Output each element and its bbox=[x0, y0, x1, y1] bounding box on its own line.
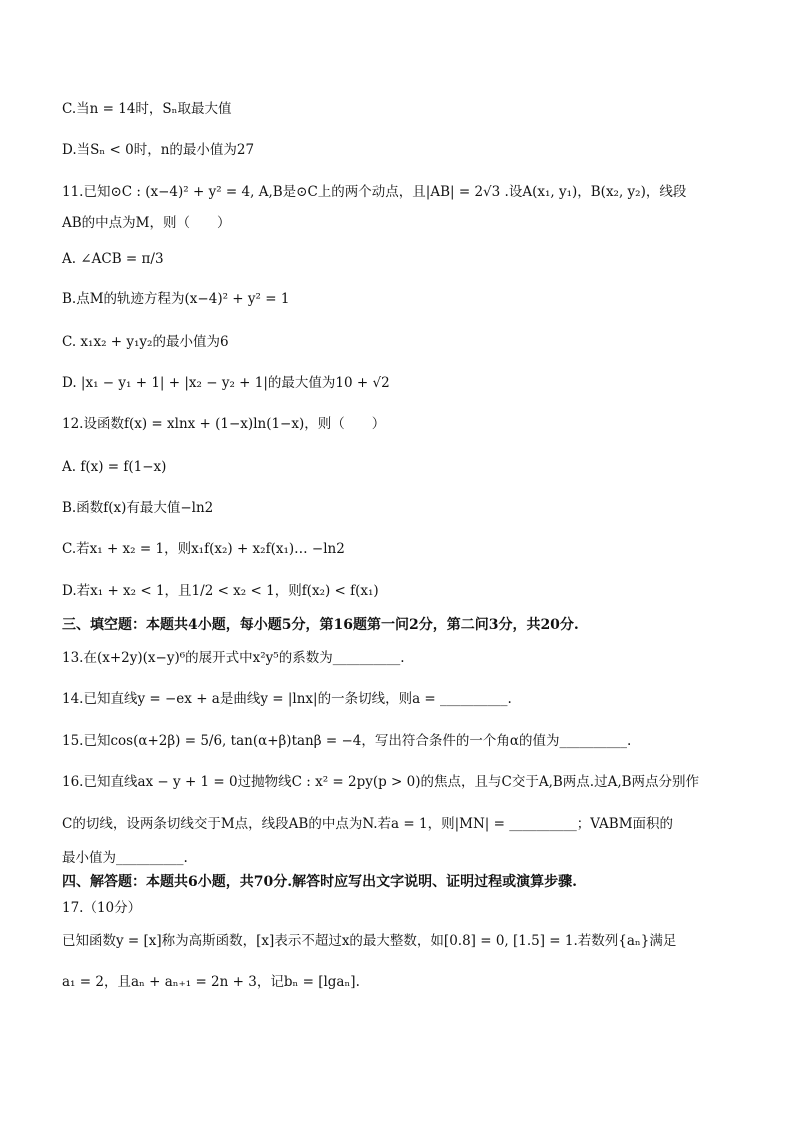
option-11a: A. ∠ACB = π/3 bbox=[62, 251, 164, 267]
question-17-line2: a₁ = 2，且aₙ + aₙ₊₁ = 2n + 3，记bₙ = [lgaₙ]. bbox=[62, 974, 360, 990]
option-11b: B.点M的轨迹方程为(x−4)² + y² = 1 bbox=[62, 291, 290, 307]
question-17-title: 17.（10分） bbox=[62, 900, 142, 916]
question-12-stem: 12.设函数f(x) = xlnx + (1−x)ln(1−x)，则（ ） bbox=[62, 416, 386, 432]
option-12a: A. f(x) = f(1−x) bbox=[62, 459, 167, 475]
section-fill-in-header: 三、填空题：本题共4小题，每小题5分，第16题第一问2分，第二问3分，共20分. bbox=[62, 617, 579, 633]
option-12c: C.若x₁ + x₂ = 1，则x₁f(x₂) + x₂f(x₁)… −ln2 bbox=[62, 541, 345, 557]
question-17-line1: 已知函数y = [x]称为高斯函数，[x]表示不超过x的最大整数，如[0.8] = 0, [1.5] = 1.若数列{aₙ}满足 bbox=[62, 933, 677, 949]
option-11c: C. x₁x₂ + y₁y₂的最小值为6 bbox=[62, 334, 229, 350]
question-16-line1: 16.已知直线ax − y + 1 = 0过抛物线C : x² = 2py(p > 0)的焦点，且与C交于A,B两点.过A,B两点分别作 bbox=[62, 774, 700, 790]
question-11-stem-cont: AB的中点为M，则（ ） bbox=[62, 215, 231, 231]
question-16-line2: C的切线，设两条切线交于M点，线段AB的中点为N.若a = 1，则|MN| = __________；VABM面积的 bbox=[62, 816, 674, 832]
question-14: 14.已知直线y = −ex + a是曲线y = |lnx|的一条切线，则a = __________. bbox=[62, 691, 512, 707]
option-12b: B.函数f(x)有最大值−ln2 bbox=[62, 500, 214, 516]
option-10c: C.当n = 14时，Sₙ取最大值 bbox=[62, 101, 232, 117]
question-16-line3: 最小值为__________. bbox=[62, 850, 188, 866]
option-11d: D. |x₁ − y₁ + 1| + |x₂ − y₂ + 1|的最大值为10 + √2 bbox=[62, 375, 390, 391]
question-11-stem: 11.已知⊙C : (x−4)² + y² = 4, A,B是⊙C上的两个动点，且|AB| = 2√3 .设A(x₁, y₁)，B(x₂, y₂)，线段 bbox=[62, 184, 687, 200]
question-15: 15.已知cos(α+2β) = 5/6, tan(α+β)tanβ = −4，写出符合条件的一个角α的值为__________. bbox=[62, 733, 632, 749]
section-answer-header: 四、解答题：本题共6小题，共70分.解答时应写出文字说明、证明过程或演算步骤. bbox=[62, 874, 577, 890]
question-13: 13.在(x+2y)(x−y)⁶的展开式中x²y⁵的系数为__________. bbox=[62, 650, 405, 666]
option-10d: D.当Sₙ < 0时，n的最小值为27 bbox=[62, 142, 255, 158]
option-12d: D.若x₁ + x₂ < 1，且1/2 < x₂ < 1，则f(x₂) < f(x₁) bbox=[62, 583, 379, 599]
